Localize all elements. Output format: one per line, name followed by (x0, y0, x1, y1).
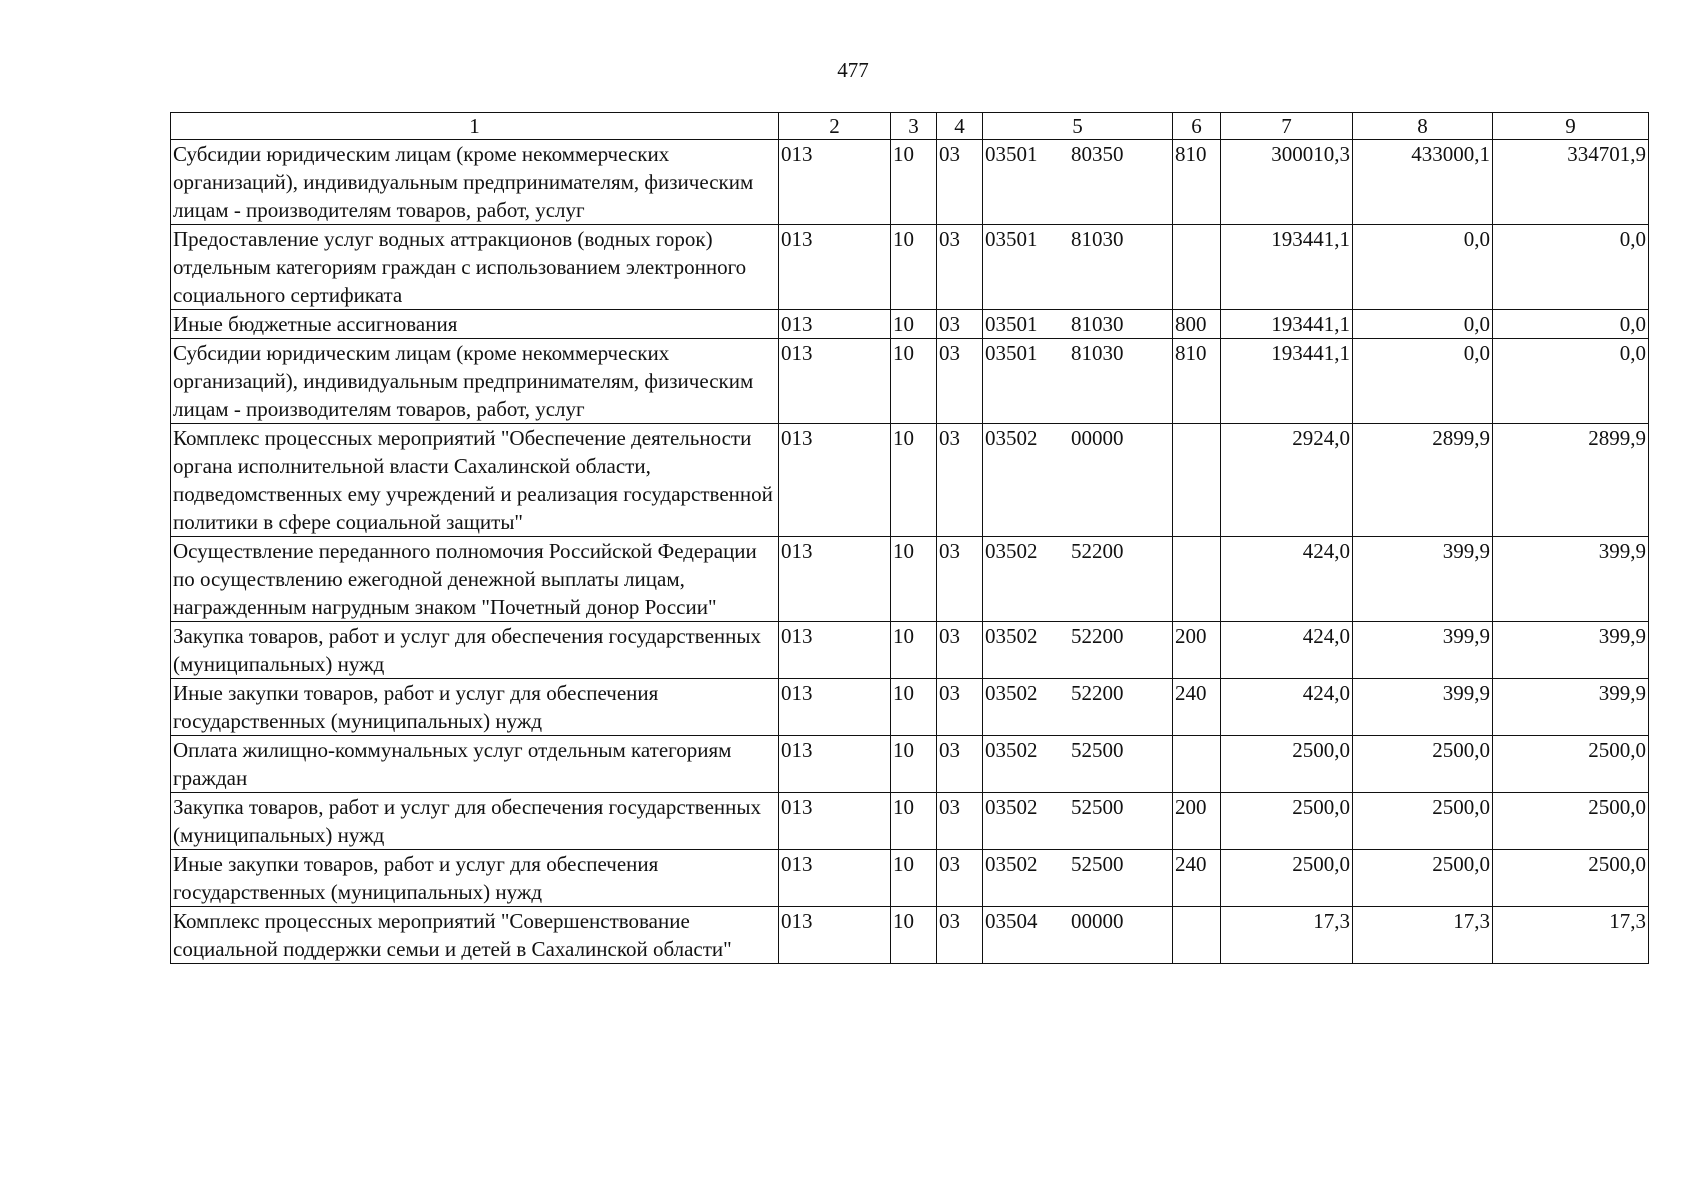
header-cell: 9 (1493, 113, 1649, 140)
header-cell: 7 (1221, 113, 1353, 140)
amount-col9: 2899,9 (1493, 424, 1649, 537)
code-expense-type (1173, 907, 1221, 964)
amount-col9: 0,0 (1493, 225, 1649, 310)
code-admin: 013 (779, 424, 891, 537)
row-description: Предоставление услуг водных аттракционов (водных горок) отдельным категориям граждан с использованием электронного социального сертификата (171, 225, 779, 310)
table-row (171, 736, 1649, 793)
header-cell: 6 (1173, 113, 1221, 140)
header-row (171, 113, 1649, 140)
code-subsection: 03 (937, 622, 983, 679)
target-program-code: 03502 (985, 738, 1038, 762)
target-direction-code: 52500 (1071, 852, 1124, 876)
amount-col8: 17,3 (1353, 907, 1493, 964)
code-subsection: 03 (937, 140, 983, 225)
code-subsection: 03 (937, 225, 983, 310)
header-cell: 8 (1353, 113, 1493, 140)
code-expense-type: 240 (1173, 850, 1221, 907)
code-expense-type: 810 (1173, 339, 1221, 424)
code-admin: 013 (779, 140, 891, 225)
table-row (171, 679, 1649, 736)
table-row (171, 850, 1649, 907)
target-direction-code: 52500 (1071, 738, 1124, 762)
code-subsection: 03 (937, 850, 983, 907)
amount-col7: 300010,3 (1221, 140, 1353, 225)
code-section: 10 (891, 736, 937, 793)
code-admin: 013 (779, 339, 891, 424)
code-target-article (983, 310, 1173, 339)
code-expense-type (1173, 225, 1221, 310)
target-program-code: 03502 (985, 539, 1038, 563)
code-target-article (983, 907, 1173, 964)
table-row (171, 793, 1649, 850)
code-section: 10 (891, 140, 937, 225)
target-direction-code: 81030 (1071, 227, 1124, 251)
code-admin: 013 (779, 850, 891, 907)
amount-col9: 2500,0 (1493, 793, 1649, 850)
amount-col7: 424,0 (1221, 622, 1353, 679)
code-section: 10 (891, 679, 937, 736)
amount-col9: 399,9 (1493, 537, 1649, 622)
code-subsection: 03 (937, 679, 983, 736)
header-cell: 3 (891, 113, 937, 140)
amount-col8: 2500,0 (1353, 793, 1493, 850)
amount-col7: 424,0 (1221, 537, 1353, 622)
code-section: 10 (891, 793, 937, 850)
code-section: 10 (891, 850, 937, 907)
amount-col7: 2500,0 (1221, 736, 1353, 793)
code-section: 10 (891, 424, 937, 537)
table-row (171, 310, 1649, 339)
row-description: Иные закупки товаров, работ и услуг для обеспечения государственных (муниципальных) нужд (171, 679, 779, 736)
code-target-article (983, 424, 1173, 537)
table-row (171, 537, 1649, 622)
amount-col8: 399,9 (1353, 622, 1493, 679)
amount-col7: 193441,1 (1221, 339, 1353, 424)
code-section: 10 (891, 225, 937, 310)
code-target-article (983, 140, 1173, 225)
target-program-code: 03501 (985, 312, 1038, 336)
code-expense-type (1173, 424, 1221, 537)
code-admin: 013 (779, 225, 891, 310)
code-section: 10 (891, 537, 937, 622)
amount-col9: 0,0 (1493, 310, 1649, 339)
row-description: Закупка товаров, работ и услуг для обеспечения государственных (муниципальных) нужд (171, 793, 779, 850)
amount-col8: 2500,0 (1353, 850, 1493, 907)
target-program-code: 03501 (985, 341, 1038, 365)
amount-col7: 193441,1 (1221, 310, 1353, 339)
target-program-code: 03502 (985, 681, 1038, 705)
code-subsection: 03 (937, 424, 983, 537)
code-section: 10 (891, 622, 937, 679)
amount-col9: 2500,0 (1493, 736, 1649, 793)
code-admin: 013 (779, 622, 891, 679)
amount-col8: 399,9 (1353, 679, 1493, 736)
target-program-code: 03502 (985, 852, 1038, 876)
target-program-code: 03502 (985, 426, 1038, 450)
row-description: Оплата жилищно-коммунальных услуг отдельным категориям граждан (171, 736, 779, 793)
amount-col8: 2500,0 (1353, 736, 1493, 793)
code-target-article (983, 225, 1173, 310)
target-direction-code: 00000 (1071, 909, 1124, 933)
code-expense-type: 810 (1173, 140, 1221, 225)
code-target-article (983, 537, 1173, 622)
amount-col8: 2899,9 (1353, 424, 1493, 537)
code-expense-type (1173, 736, 1221, 793)
table-row (171, 225, 1649, 310)
row-description: Осуществление переданного полномочия Российской Федерации по осуществлению ежегодной денежной выплаты лицам, награжденным нагрудным знаком "Почетный донор России" (171, 537, 779, 622)
row-description: Комплекс процессных мероприятий "Обеспечение деятельности органа исполнительной власти Сахалинской области, подведомственных ему учреждений и реализация государственной политики в сфере социальной защиты" (171, 424, 779, 537)
target-direction-code: 81030 (1071, 341, 1124, 365)
code-admin: 013 (779, 310, 891, 339)
row-description: Комплекс процессных мероприятий "Совершенствование социальной поддержки семьи и детей в Сахалинской области" (171, 907, 779, 964)
amount-col7: 2924,0 (1221, 424, 1353, 537)
amount-col7: 2500,0 (1221, 850, 1353, 907)
code-subsection: 03 (937, 793, 983, 850)
amount-col7: 17,3 (1221, 907, 1353, 964)
code-admin: 013 (779, 537, 891, 622)
table-row (171, 339, 1649, 424)
table-row (171, 140, 1649, 225)
target-direction-code: 52200 (1071, 539, 1124, 563)
amount-col9: 0,0 (1493, 339, 1649, 424)
amount-col8: 0,0 (1353, 339, 1493, 424)
target-program-code: 03501 (985, 142, 1038, 166)
code-target-article (983, 793, 1173, 850)
amount-col8: 399,9 (1353, 537, 1493, 622)
header-cell: 2 (779, 113, 891, 140)
target-direction-code: 00000 (1071, 426, 1124, 450)
row-description: Закупка товаров, работ и услуг для обеспечения государственных (муниципальных) нужд (171, 622, 779, 679)
target-direction-code: 52200 (1071, 681, 1124, 705)
row-description: Иные бюджетные ассигнования (171, 310, 779, 339)
code-admin: 013 (779, 679, 891, 736)
target-program-code: 03502 (985, 624, 1038, 648)
code-target-article (983, 339, 1173, 424)
code-subsection: 03 (937, 310, 983, 339)
code-section: 10 (891, 310, 937, 339)
code-expense-type: 800 (1173, 310, 1221, 339)
header-cell: 1 (171, 113, 779, 140)
code-target-article (983, 850, 1173, 907)
code-expense-type (1173, 537, 1221, 622)
amount-col9: 399,9 (1493, 622, 1649, 679)
code-section: 10 (891, 907, 937, 964)
target-program-code: 03504 (985, 909, 1038, 933)
budget-table (170, 112, 1649, 964)
code-subsection: 03 (937, 736, 983, 793)
amount-col8: 0,0 (1353, 310, 1493, 339)
row-description: Субсидии юридическим лицам (кроме некоммерческих организаций), индивидуальным предпринимателям, физическим лицам - производителям товаров, работ, услуг (171, 339, 779, 424)
code-expense-type: 200 (1173, 622, 1221, 679)
amount-col8: 0,0 (1353, 225, 1493, 310)
amount-col9: 17,3 (1493, 907, 1649, 964)
code-target-article (983, 736, 1173, 793)
code-target-article (983, 679, 1173, 736)
code-section: 10 (891, 339, 937, 424)
target-direction-code: 80350 (1071, 142, 1124, 166)
amount-col9: 399,9 (1493, 679, 1649, 736)
code-admin: 013 (779, 736, 891, 793)
amount-col7: 193441,1 (1221, 225, 1353, 310)
target-direction-code: 52200 (1071, 624, 1124, 648)
target-program-code: 03501 (985, 227, 1038, 251)
code-subsection: 03 (937, 339, 983, 424)
code-subsection: 03 (937, 907, 983, 964)
amount-col9: 2500,0 (1493, 850, 1649, 907)
header-cell: 4 (937, 113, 983, 140)
code-expense-type: 240 (1173, 679, 1221, 736)
amount-col7: 424,0 (1221, 679, 1353, 736)
target-program-code: 03502 (985, 795, 1038, 819)
target-direction-code: 52500 (1071, 795, 1124, 819)
amount-col7: 2500,0 (1221, 793, 1353, 850)
row-description: Иные закупки товаров, работ и услуг для обеспечения государственных (муниципальных) нужд (171, 850, 779, 907)
header-cell: 5 (983, 113, 1173, 140)
table-row (171, 907, 1649, 964)
code-subsection: 03 (937, 537, 983, 622)
code-target-article (983, 622, 1173, 679)
row-description: Субсидии юридическим лицам (кроме некоммерческих организаций), индивидуальным предпринимателям, физическим лицам - производителям товаров, работ, услуг (171, 140, 779, 225)
amount-col8: 433000,1 (1353, 140, 1493, 225)
table-row (171, 424, 1649, 537)
code-expense-type: 200 (1173, 793, 1221, 850)
page-number: 477 (837, 58, 869, 82)
table-row (171, 622, 1649, 679)
target-direction-code: 81030 (1071, 312, 1124, 336)
code-admin: 013 (779, 793, 891, 850)
code-admin: 013 (779, 907, 891, 964)
amount-col9: 334701,9 (1493, 140, 1649, 225)
